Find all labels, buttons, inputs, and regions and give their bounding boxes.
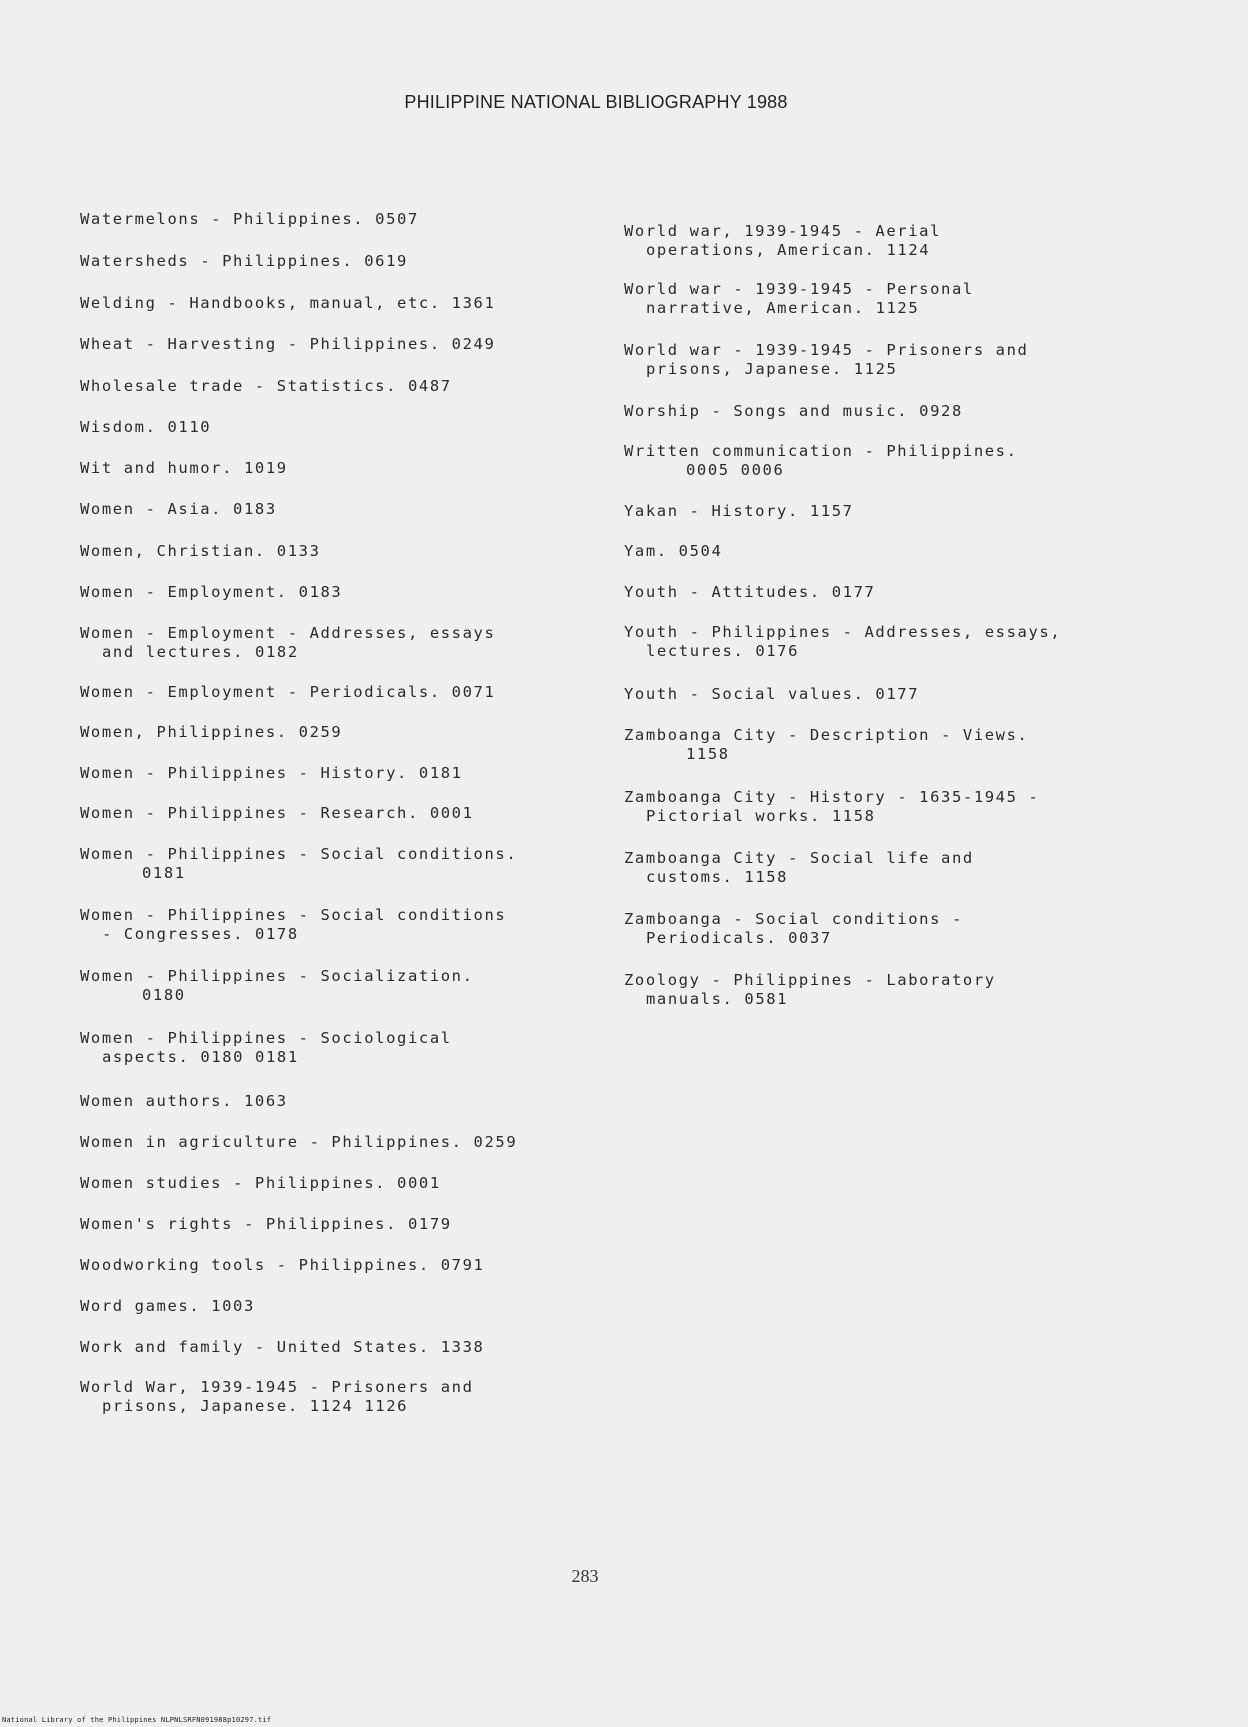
index-entry-heading: Youth - Philippines - Addresses, essays, (624, 623, 1062, 641)
index-entry (80, 335, 495, 354)
index-entry-heading: Zamboanga City - History - 1635-1945 - (624, 788, 1040, 806)
index-entry (80, 1174, 441, 1193)
index-entry-heading: Yakan - History. 1157 (624, 502, 854, 520)
index-entry (80, 542, 321, 561)
index-entry (624, 971, 996, 1009)
index-entry-heading: Written communication - Philippines. (624, 442, 1018, 460)
index-entry-heading: Women authors. 1063 (80, 1092, 288, 1110)
index-entry-heading: Word games. 1003 (80, 1297, 255, 1315)
index-entry-heading: Women, Philippines. 0259 (80, 723, 343, 741)
index-entry (80, 459, 288, 478)
index-entry (80, 1378, 474, 1416)
index-entry-continuation: 0005 0006 (686, 461, 785, 479)
index-entry-continuation: 0181 (142, 864, 186, 882)
index-entry-heading: Wholesale trade - Statistics. 0487 (80, 377, 452, 395)
index-entry (80, 764, 463, 783)
index-entry-continuation: prisons, Japanese. 1125 (646, 360, 898, 378)
index-entry-heading: Woodworking tools - Philippines. 0791 (80, 1256, 485, 1274)
index-entry-heading: Women studies - Philippines. 0001 (80, 1174, 441, 1192)
index-entry (80, 377, 452, 396)
index-entry-heading: Zamboanga City - Description - Views. (624, 726, 1029, 744)
index-entry (624, 502, 854, 521)
index-entry (80, 906, 506, 944)
index-entry-continuation: narrative, American. 1125 (646, 299, 920, 317)
index-entry-heading: Women in agriculture - Philippines. 0259 (80, 1133, 518, 1151)
index-entry-continuation: - Congresses. 0178 (102, 925, 299, 943)
page-title: PHILIPPINE NATIONAL BIBLIOGRAPHY 1988 (404, 92, 788, 112)
index-entry-heading: Women - Philippines - Social conditions. (80, 845, 518, 863)
index-entry-heading: Women, Christian. 0133 (80, 542, 321, 560)
index-entry-heading: Women - Asia. 0183 (80, 500, 277, 518)
index-entry (80, 1215, 452, 1234)
index-entry (80, 683, 495, 702)
index-entry-continuation: operations, American. 1124 (646, 241, 931, 259)
index-entry (80, 1256, 484, 1275)
index-entry-heading: World war - 1939-1945 - Prisoners and (624, 341, 1029, 359)
index-entry-heading: Women - Philippines - History. 0181 (80, 764, 463, 782)
index-entry (624, 442, 1018, 480)
index-entry-heading: Watersheds - Philippines. 0619 (80, 252, 408, 270)
index-entry (80, 1297, 255, 1316)
index-entry-heading: Women - Employment. 0183 (80, 583, 343, 601)
index-entry (80, 1092, 288, 1111)
index-entry (624, 341, 1028, 379)
index-entry (80, 583, 342, 602)
index-entry (80, 723, 342, 742)
scan-credit-footer: National Library of the Philippines NLPNLSRFN091988p10297.tif (2, 1716, 272, 1724)
index-entry (624, 849, 974, 887)
index-entry (80, 1338, 484, 1357)
index-entry-heading: Worship - Songs and music. 0928 (624, 402, 963, 420)
index-entry (80, 294, 495, 313)
index-entry (80, 845, 517, 883)
index-entry (624, 583, 875, 602)
index-entry-continuation: 1158 (686, 745, 730, 763)
index-entry (80, 1029, 452, 1067)
index-entry (80, 210, 419, 229)
index-entry-heading: Women - Philippines - Socialization. (80, 967, 474, 985)
index-entry (624, 623, 1061, 661)
index-entry-heading: Zamboanga - Social conditions - (624, 910, 963, 928)
index-entry-continuation: lectures. 0176 (646, 642, 800, 660)
index-entry (80, 804, 474, 823)
index-entry (624, 726, 1028, 764)
index-entry-heading: Watermelons - Philippines. 0507 (80, 210, 419, 228)
index-entry-continuation: 0180 (142, 986, 186, 1004)
index-entry-heading: Work and family - United States. 1338 (80, 1338, 485, 1356)
index-entry-continuation: Periodicals. 0037 (646, 929, 832, 947)
index-entry (624, 402, 963, 421)
index-entry-heading: Yam. 0504 (624, 542, 723, 560)
index-entry (80, 967, 474, 1005)
index-entry-heading: Women - Employment - Addresses, essays (80, 624, 496, 642)
index-entry-heading: Women - Philippines - Sociological (80, 1029, 452, 1047)
index-entry (80, 1133, 517, 1152)
index-entry-continuation: customs. 1158 (646, 868, 789, 886)
index-entry (624, 280, 974, 318)
index-entry-heading: Zamboanga City - Social life and (624, 849, 974, 867)
index-entry-heading: World War, 1939-1945 - Prisoners and (80, 1378, 474, 1396)
index-entry-heading: Welding - Handbooks, manual, etc. 1361 (80, 294, 496, 312)
index-entry (80, 252, 408, 271)
index-entry (80, 418, 211, 437)
index-entry-continuation: and lectures. 0182 (102, 643, 299, 661)
index-entry (624, 910, 963, 948)
index-entry-heading: Wheat - Harvesting - Philippines. 0249 (80, 335, 496, 353)
index-entry-heading: World war - 1939-1945 - Personal (624, 280, 974, 298)
index-entry (624, 788, 1039, 826)
index-entry-heading: Women's rights - Philippines. 0179 (80, 1215, 452, 1233)
index-entry-heading: Women - Employment - Periodicals. 0071 (80, 683, 496, 701)
index-entry-heading: World war, 1939-1945 - Aerial (624, 222, 942, 240)
index-entry-heading: Wit and humor. 1019 (80, 459, 288, 477)
index-entry-heading: Wisdom. 0110 (80, 418, 212, 436)
index-entry (80, 624, 495, 662)
index-entry (624, 222, 941, 260)
index-entry-continuation: prisons, Japanese. 1124 1126 (102, 1397, 409, 1415)
index-entry-heading: Zoology - Philippines - Laboratory (624, 971, 996, 989)
index-entry-heading: Youth - Social values. 0177 (624, 685, 920, 703)
index-entry (624, 685, 919, 704)
index-entry-continuation: manuals. 0581 (646, 990, 789, 1008)
index-entry (80, 500, 277, 519)
index-entry-continuation: Pictorial works. 1158 (646, 807, 876, 825)
index-entry-heading: Youth - Attitudes. 0177 (624, 583, 876, 601)
index-entry-continuation: aspects. 0180 0181 (102, 1048, 299, 1066)
index-entry-heading: Women - Philippines - Research. 0001 (80, 804, 474, 822)
page-number: 283 (571, 1566, 599, 1586)
index-entry-heading: Women - Philippines - Social conditions (80, 906, 507, 924)
index-entry (624, 542, 722, 561)
